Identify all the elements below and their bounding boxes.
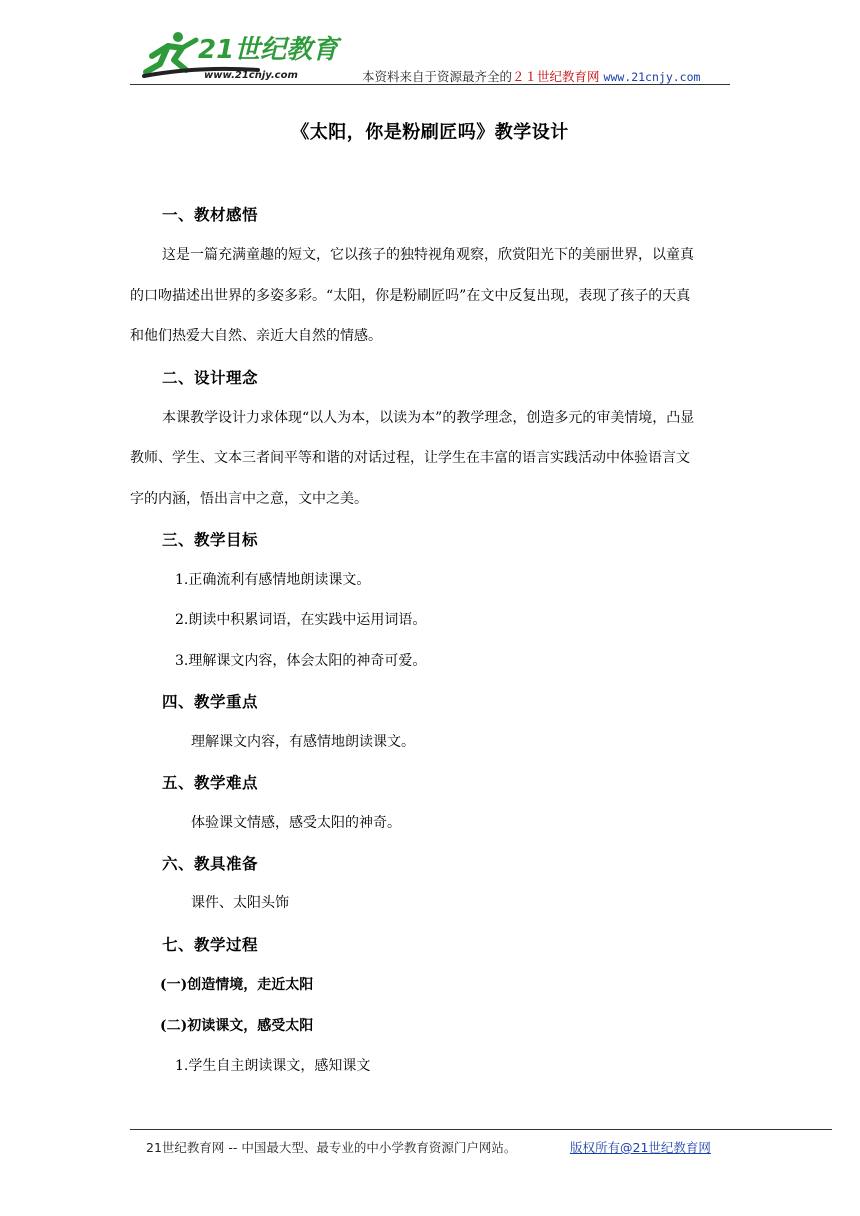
- subheading-1: (一)创造情境，走近太阳: [160, 977, 314, 993]
- logo-text: 21世纪教育: [198, 35, 339, 65]
- list-item: 3.理解课文内容，体会太阳的神奇可爱。: [175, 653, 427, 669]
- list-item: 2.朗读中积累词语，在实践中运用词语。: [175, 612, 427, 628]
- section-heading-2: 二、设计理念: [162, 368, 259, 387]
- section-heading-4: 四、教学重点: [162, 692, 259, 711]
- document-title: 《太阳，你是粉刷匠吗》教学设计: [291, 122, 569, 143]
- section-text: 体验课文情感，感受太阳的神奇。: [191, 815, 401, 831]
- section-heading-3: 三、教学目标: [162, 530, 259, 549]
- paragraph-line: 教师、学生、文本三者间平等和谐的对话过程，让学生在丰富的语言实践活动中体验语言文: [130, 450, 690, 466]
- section-text: 课件、太阳头饰: [191, 895, 289, 911]
- tagline-url[interactable]: www.21cnjy.com: [603, 70, 701, 84]
- section-heading-5: 五、教学难点: [162, 773, 259, 792]
- subheading-2: (二)初读课文，感受太阳: [160, 1018, 314, 1034]
- paragraph-line: 的口吻描述出世界的多姿多彩。“太阳，你是粉刷匠吗”在文中反复出现，表现了孩子的天真: [130, 288, 691, 304]
- logo-url: www.21cnjy.com: [204, 70, 298, 81]
- header-divider: [130, 84, 730, 85]
- tagline-brand[interactable]: ２１世纪教育网: [512, 69, 600, 84]
- list-item: 1.正确流利有感情地朗读课文。: [175, 572, 371, 588]
- section-heading-6: 六、教具准备: [162, 854, 259, 873]
- section-text: 理解课文内容，有感情地朗读课文。: [191, 734, 415, 750]
- site-logo: [138, 26, 343, 84]
- footer-divider: [130, 1129, 832, 1130]
- header-tagline: [362, 67, 700, 85]
- list-item: 1.学生自主朗读课文，感知课文: [175, 1058, 371, 1074]
- paragraph-line: 字的内涵，悟出言中之意，文中之美。: [130, 491, 368, 507]
- paragraph-line: 和他们热爱大自然、亲近大自然的情感。: [130, 328, 382, 344]
- footer-copyright-link[interactable]: 版权所有@21世纪教育网: [570, 1140, 711, 1155]
- tagline-prefix: 本资料来自于资源最齐全的: [362, 69, 513, 84]
- paragraph-line: 这是一篇充满童趣的短文，它以孩子的独特视角观察，欣赏阳光下的美丽世界，以童真: [162, 247, 694, 263]
- section-heading-7: 七、教学过程: [162, 935, 259, 954]
- section-heading-1: 一、教材感悟: [162, 205, 259, 224]
- footer-text: 21世纪教育网 -- 中国最大型、最专业的中小学教育资源门户网站。: [146, 1140, 517, 1155]
- paragraph-line: 本课教学设计力求体现“以人为本，以读为本”的教学理念，创造多元的审美情境，凸显: [162, 410, 695, 426]
